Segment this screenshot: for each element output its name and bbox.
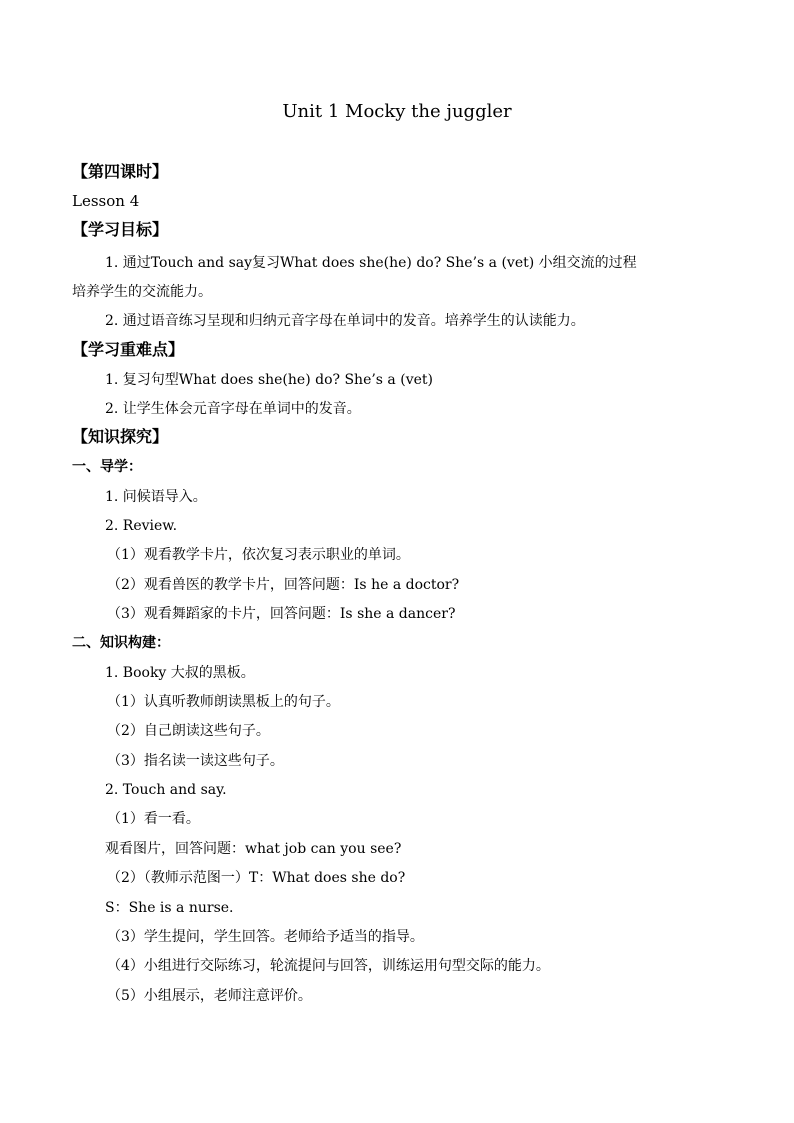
touch-say-step-1: （1）看一看。 bbox=[107, 811, 200, 827]
review-step-2: （2）观看兽医的教学卡片，回答问题：Is he a doctor? bbox=[107, 577, 460, 593]
section-heading-lesson-period: 【第四课时】 bbox=[72, 162, 169, 181]
touch-say-step-4: （4）小组进行交际练习，轮流提问与回答，训练运用句型交际的能力。 bbox=[107, 958, 550, 974]
blackboard-step-1: （1）认真听教师朗读黑板上的句子。 bbox=[107, 694, 340, 710]
build-item-1: 1. Booky 大叔的黑板。 bbox=[105, 665, 255, 681]
document-title: Unit 1 Mocky the juggler bbox=[282, 101, 512, 122]
review-step-3: （3）观看舞蹈家的卡片，回答问题：Is she a dancer? bbox=[107, 606, 456, 622]
touch-say-step-3: （3）学生提问，学生回答。老师给予适当的指导。 bbox=[107, 929, 424, 945]
touch-say-step-2: （2）（教师示范图一）T：What does she do? bbox=[107, 870, 406, 886]
blackboard-step-2: （2）自己朗读这些句子。 bbox=[107, 723, 270, 739]
objective-item-1: 1. 通过Touch and say复习What does she(he) do? She’s a (vet) 小组交流的过程 bbox=[105, 255, 637, 271]
blackboard-step-3: （3）指名读一读这些句子。 bbox=[107, 753, 284, 769]
key-point-item-1: 1. 复习句型What does she(he) do? She’s a (vet) bbox=[105, 372, 433, 388]
subsection-heading-build: 二、知识构建： bbox=[72, 635, 170, 651]
touch-say-step-2-answer: S：She is a nurse. bbox=[105, 900, 234, 916]
objective-item-1-cont: 培养学生的交流能力。 bbox=[72, 284, 212, 300]
subsection-heading-guide: 一、导学： bbox=[72, 459, 142, 475]
section-heading-objectives: 【学习目标】 bbox=[72, 220, 169, 239]
touch-say-step-1-detail: 观看图片，回答问题：what job can you see? bbox=[105, 841, 402, 857]
objective-item-2: 2. 通过语音练习呈现和归纳元音字母在单词中的发音。培养学生的认读能力。 bbox=[105, 313, 585, 329]
guide-item-2: 2. Review. bbox=[105, 518, 178, 534]
key-point-item-2: 2. 让学生体会元音字母在单词中的发音。 bbox=[105, 401, 361, 417]
guide-item-1: 1. 问候语导入。 bbox=[105, 489, 207, 505]
section-heading-exploration: 【知识探究】 bbox=[72, 427, 169, 446]
review-step-1: （1）观看教学卡片，依次复习表示职业的单词。 bbox=[107, 547, 410, 563]
section-heading-key-points: 【学习重难点】 bbox=[72, 340, 185, 359]
lesson-label: Lesson 4 bbox=[72, 192, 140, 210]
build-item-2: 2. Touch and say. bbox=[105, 782, 227, 798]
touch-say-step-5: （5）小组展示，老师注意评价。 bbox=[107, 988, 312, 1004]
